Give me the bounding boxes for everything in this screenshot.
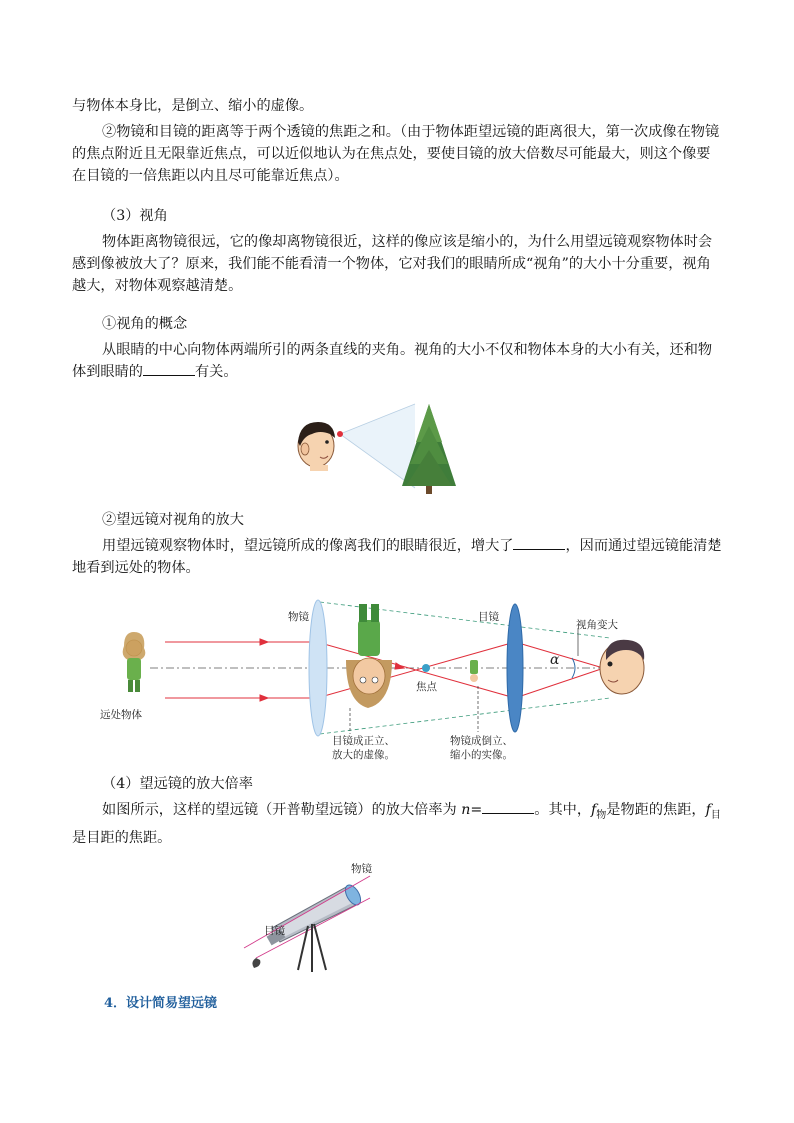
telescope-ray-diagram — [100, 598, 670, 766]
subtitle-view-angle-concept: ①视角的概念 — [102, 316, 188, 332]
label-virtual-1: 目镜成正立、 — [332, 735, 395, 747]
telescope-figure — [242, 858, 372, 978]
symbol-n: n — [461, 802, 471, 818]
label-angle-larger: 视角变大 — [576, 619, 618, 631]
fill-blank-3 — [482, 799, 534, 814]
mag-text-3: 是物距的焦距， — [606, 802, 706, 818]
label-virtual-2: 放大的虚像。 — [332, 749, 395, 761]
paragraph-enlarge — [72, 535, 722, 579]
paragraph-view-angle: 物体距离物镜很远，它的像却离物镜很近，这样的像应该是缩小的，为什么用望远镜观察物体时会感到像被放大了？原来，我们能不能看清一个物体，它对我们的眼睛所成“视角”的大小十分重要，视角越大，对物体观察越清楚。 — [72, 234, 713, 294]
label-real-2: 缩小的实像。 — [450, 749, 513, 761]
inverted-large-image-icon — [346, 604, 392, 708]
view-cone — [340, 404, 415, 488]
paragraph-lens-distance: ②物镜和目镜的距离等于两个透镜的焦距之和。（由于物体距望远镜的距离很大，第一次成像在物镜的焦点附近且无限靠近焦点，可以近似地认为在焦点处，要使目镜的放大倍数尽可能最大，则这个像要在目镜的一倍焦距以内且尽可能靠近焦点）。 — [72, 124, 720, 184]
focus-point — [422, 664, 430, 672]
section-magnification: （4）望远镜的放大倍率 — [102, 776, 253, 792]
label-real-1: 物镜成倒立、 — [450, 735, 513, 747]
paragraph-magnification — [72, 799, 722, 849]
concept-text-end: 有关。 — [194, 364, 238, 380]
enlarge-text-end: ，因而通过望远镜能清楚地看到远处的物体。 — [72, 538, 722, 576]
sub-obj: 物 — [596, 809, 607, 821]
heading-design-telescope: 4．设计简易望远镜 — [104, 996, 218, 1011]
eye-icon — [252, 958, 260, 968]
label-eyepiece-scope: 目镜 — [264, 925, 285, 937]
symbol-eq: = — [470, 802, 483, 818]
telescope-icon — [244, 876, 370, 972]
subtitle-telescope-enlarge: ②望远镜对视角的放大 — [102, 512, 244, 528]
boy-head-icon — [298, 422, 343, 471]
ray-top — [244, 876, 370, 948]
symbol-f-obj: f — [591, 802, 597, 818]
fill-blank-1 — [143, 361, 195, 376]
view-angle-figure — [290, 400, 470, 500]
label-focus: 焦点 — [416, 681, 437, 693]
mag-text-4: 是目距的焦距。 — [72, 829, 172, 846]
alpha-label: α — [550, 652, 560, 668]
label-far-object: 远处物体 — [100, 709, 142, 721]
symbol-f-eye: f — [705, 802, 711, 818]
eyepiece-lens — [507, 604, 523, 732]
mag-text-2: 。其中， — [534, 802, 592, 818]
label-objective-scope: 物镜 — [351, 863, 372, 875]
enlarge-text: 用望远镜观察物体时，望远镜所成的像离我们的眼睛很近，增大了 — [102, 538, 514, 554]
objective-lens — [309, 600, 327, 736]
section-view-angle: （3）视角 — [102, 208, 168, 224]
fill-blank-2 — [513, 535, 565, 550]
small-real-image-icon — [470, 660, 478, 682]
label-eyepiece: 目镜 — [478, 611, 499, 623]
viewer-head-icon — [600, 640, 644, 694]
paragraph-concept — [72, 339, 722, 383]
mag-text: 如图所示，这样的望远镜（开普勒望远镜）的放大倍率为 — [102, 802, 457, 818]
sub-eye: 目 — [710, 809, 721, 821]
concept-text: 从眼睛的中心向物体两端所引的两条直线的夹角。视角的大小不仅和物体本身的大小有关，还和物体到眼睛的 — [72, 342, 713, 380]
text-line-top: 与物体本身比，是倒立、缩小的虚像。 — [72, 98, 314, 114]
label-objective: 物镜 — [288, 611, 309, 623]
far-object-person-icon — [123, 632, 146, 692]
